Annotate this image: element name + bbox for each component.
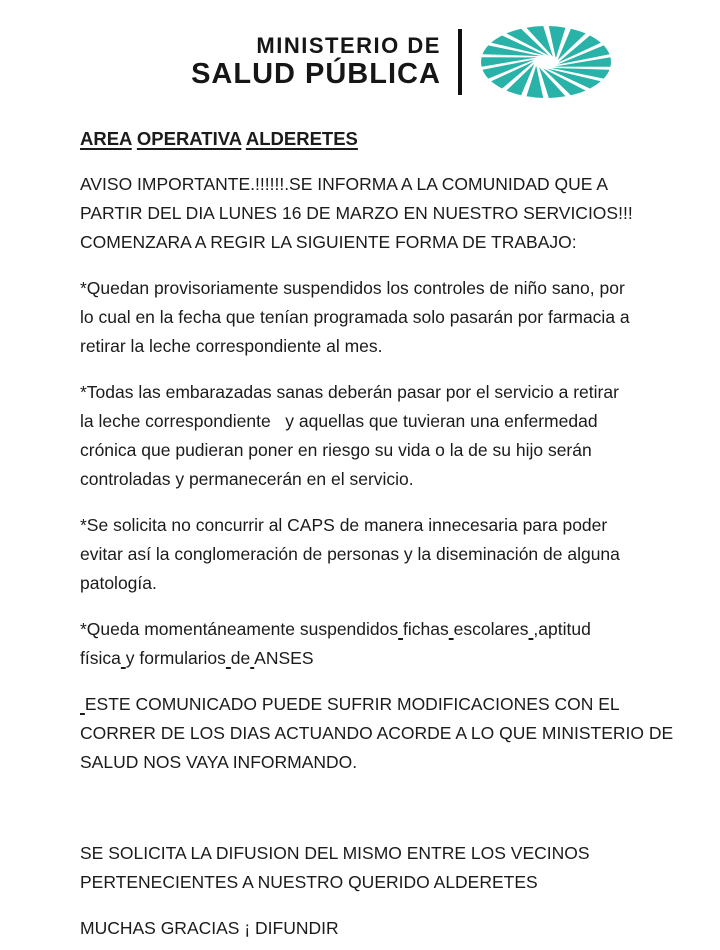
text-segment: AVISO IMPORTANTE.!!!!!!.SE INFORMA A LA COMUNIDAD QUE A [80,174,609,194]
text-line [80,644,655,673]
paragraph-embarazadas [80,378,655,494]
text-segment: fichas [403,619,449,639]
ministry-wordmark [191,34,441,89]
paragraph-difusion [80,839,655,897]
text-line [80,170,655,199]
text-segment: SE SOLICITA LA DIFUSION DEL MISMO ENTRE LOS VECINOS [80,843,590,863]
ministry-logo [479,24,613,100]
text-line [80,332,655,361]
text-line [80,436,655,465]
text-line [80,303,655,332]
paragraph-caps [80,511,655,598]
underlined-text-segment: ALDERETES [245,128,358,149]
text-line [80,511,655,540]
text-line [80,228,655,257]
ministry-name-line1: MINISTERIO DE [256,33,441,59]
text-segment: *Quedan provisoriamente suspendidos los controles de niño sano, por [80,278,625,298]
text-segment: ANSES [254,648,314,668]
underlined-text-segment: AREA [80,128,132,149]
text-segment: física [80,648,121,668]
text-segment: PARTIR DEL DIA LUNES 16 DE MARZO EN NUESTRO SERVICIOS!!! [80,203,633,223]
header-divider [458,29,462,95]
text-segment: patología. [80,573,157,593]
text-line [80,690,655,719]
text-segment: *Queda momentáneamente suspendidos [80,619,399,639]
text-segment: ,aptitud [533,619,591,639]
text-segment: controladas y permanecerán en el servicio. [80,469,414,489]
text-segment: de [230,648,251,668]
text-line [80,274,655,303]
text-segment: PERTENECIENTES A NUESTRO QUERIDO ALDERETES [80,872,538,892]
text-line [80,615,655,644]
text-segment: ESTE COMUNICADO PUEDE SUFRIR MODIFICACIONES CON EL [84,694,620,714]
text-line [80,748,655,777]
text-segment: retirar la leche correspondiente al mes. [80,336,383,356]
text-line [80,719,674,748]
text-segment: *Todas las embarazadas sanas deberán pasar por el servicio a retirar [80,382,619,402]
underlined-text-segment: OPERATIVA [136,128,242,149]
paragraph-nino-sano [80,274,655,361]
text-line [80,914,655,943]
text-segment: formularios [139,648,226,668]
paragraph-aviso [80,170,655,257]
text-segment: *Se solicita no concurrir al CAPS de manera innecesaria para poder [80,515,608,535]
text-segment: MUCHAS GRACIAS ¡ DIFUNDIR [80,918,339,938]
ministry-name-line2: SALUD PÚBLICA [191,58,441,91]
paragraph-fichas [80,615,655,673]
text-segment: crónica que pudieran poner en riesgo su vida o la de su hijo serán [80,440,592,460]
text-line [80,839,655,868]
text-line [80,465,655,494]
text-segment: evitar así la conglomeración de personas y la diseminación de alguna [80,544,620,564]
text-segment: la leche correspondiente y aquellas que tuvieran una enfermedad [80,411,598,431]
text-segment: COMENZARA A REGIR LA SIGUIENTE FORMA DE TRABAJO: [80,232,577,252]
text-segment: escolares [453,619,529,639]
document-title [80,124,655,153]
text-segment: CORRER DE LOS DIAS ACTUANDO ACORDE A LO QUE MINISTERIO DE [80,723,674,743]
text-line [80,378,655,407]
text-line [80,407,655,436]
text-line [80,868,655,897]
text-segment: y [125,648,135,668]
text-segment: SALUD NOS VAYA INFORMANDO. [80,752,358,772]
text-line [80,569,655,598]
text-segment: lo cual en la fecha que tenían programada solo pasarán por farmacia a [80,307,630,327]
starburst-logo-icon [479,24,613,100]
document-header [42,0,720,100]
text-line [80,540,655,569]
paragraph-gracias [80,914,655,943]
text-line [80,199,655,228]
paragraph-modificaciones [80,690,674,777]
text-line [80,124,655,153]
document-body [80,124,674,943]
